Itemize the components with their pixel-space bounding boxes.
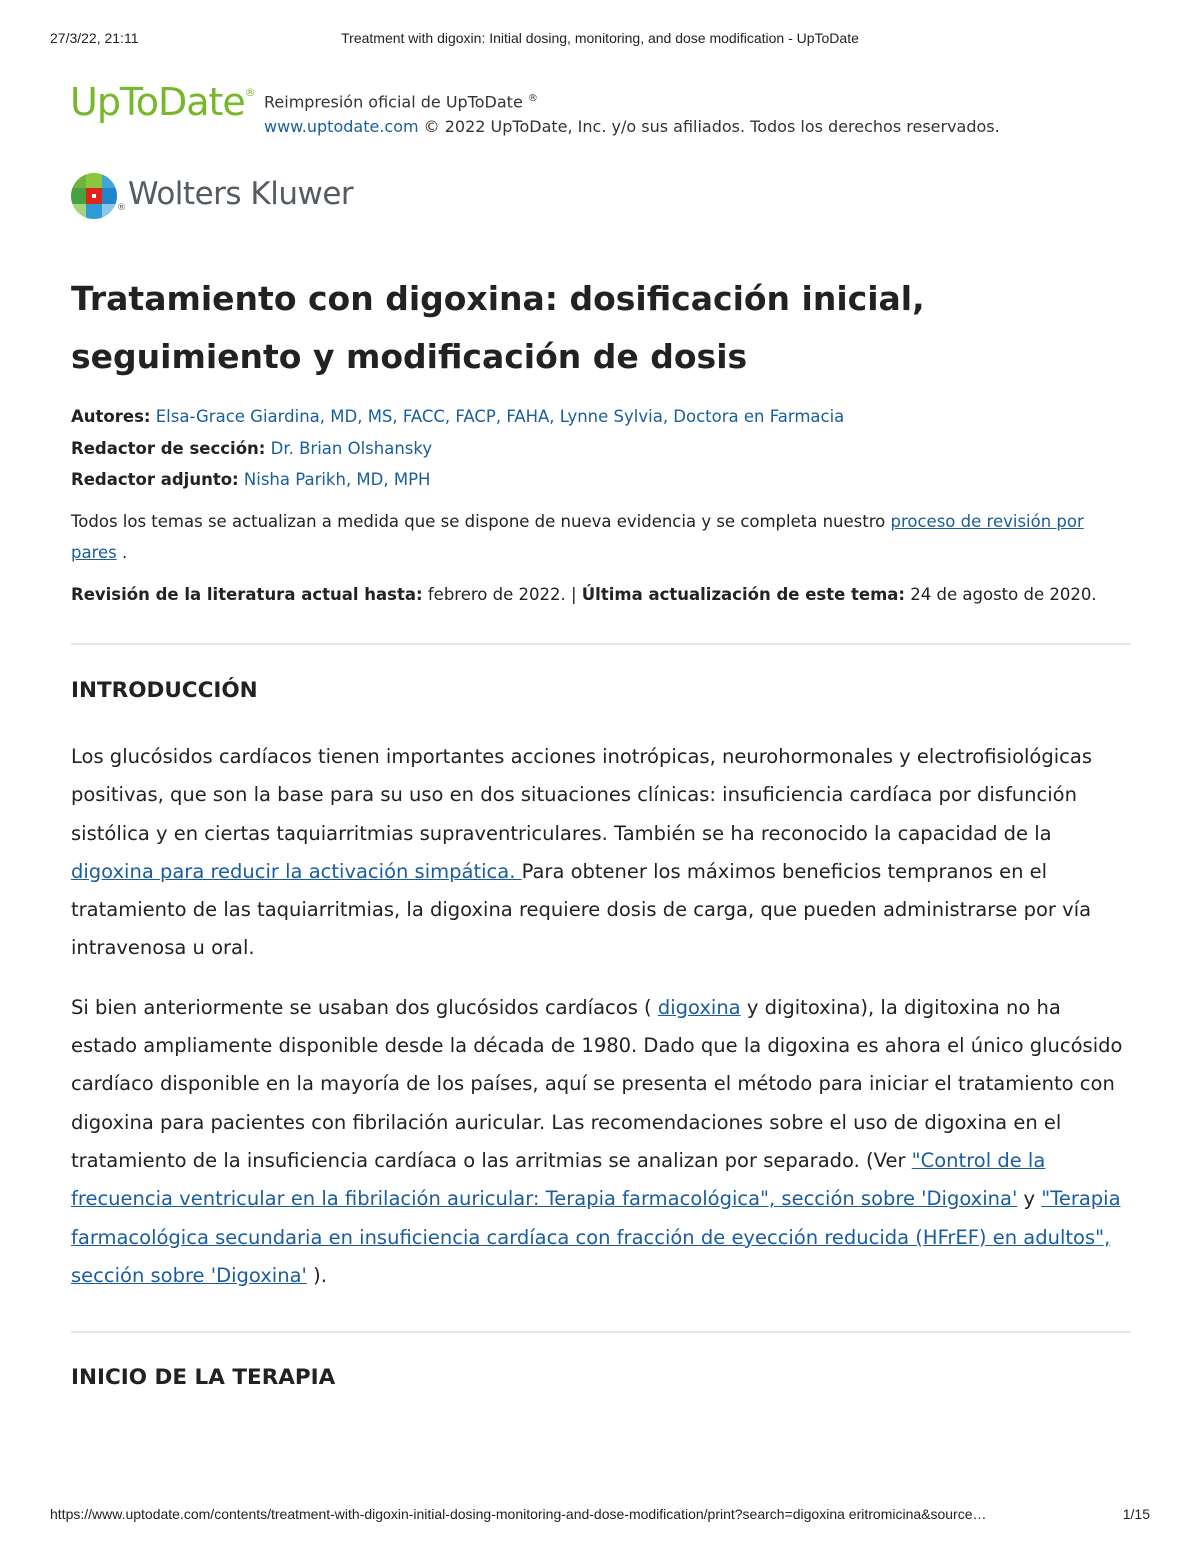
article-content bbox=[71, 270, 1131, 1393]
update-notice: Todos los temas se actualizan a medida que se dispone de nueva evidencia y se completa nuestro proceso de revisión por pares . bbox=[71, 511, 1084, 562]
print-url: https://www.uptodate.com/contents/treatment-with-digoxin-initial-dosing-monitoring-and-dose-modification/print?search=digoxina eritromicina&source… bbox=[50, 1506, 987, 1522]
print-date: 27/3/22, 21:11 bbox=[50, 30, 139, 46]
review-dates bbox=[71, 579, 1131, 611]
section-editor-row: Redactor de sección: Dr. Brian Olshansky bbox=[71, 438, 433, 458]
wolters-kluwer-wordmark: Wolters Kluwer bbox=[128, 176, 354, 212]
wolters-kluwer-logo: ® Wolters Kluwer bbox=[70, 170, 390, 222]
last-update-label: Última actualización de este tema: bbox=[581, 584, 906, 604]
deputy-editor-link[interactable]: Nisha Parikh, MD, MPH bbox=[243, 470, 431, 489]
intro-paragraph-2: Si bien anteriormente se usaban dos glucósidos cardíacos ( digoxina y digitoxina), la digitoxina no ha estado ampliamente disponible desde la década de 1980. Dado que la digoxina es ahora el único glucósido cardíaco disponible en la mayoría de los países, aquí se presenta el método para iniciar el tratamiento con digoxina para pacientes con fibrilación auricular. Las recomendaciones sobre el uso de digoxina en el tratamiento de la insuficiencia cardíaca o las arritmias se analizan por separado. (Ver "Control de la frecuencia ventricular en la fibrilación auricular: Terapia farmacológica", sección sobre 'Digoxina' y "Terapia farmacológica secundaria en insuficiencia cardíaca con fracción de eyección reducida (HFrEF) en adultos", sección sobre 'Digoxina' ). bbox=[71, 995, 1123, 1287]
article-byline bbox=[71, 401, 1131, 496]
page-number: 1/15 bbox=[1122, 1506, 1150, 1522]
lit-review-label: Revisión de la literatura actual hasta: bbox=[71, 584, 423, 604]
intro-heading: INTRODUCCIÓN bbox=[71, 678, 258, 703]
authors-row: Autores: Elsa-Grace Giardina, MD, MS, FACC, FACP, FAHA, Lynne Sylvia, Doctora en Farmacia bbox=[71, 407, 845, 426]
uptodate-site-link[interactable]: www.uptodate.com bbox=[264, 117, 419, 137]
last-update-value: 24 de agosto de 2020. bbox=[905, 584, 1097, 604]
uptodate-logo[interactable]: UpToDate® bbox=[70, 80, 255, 124]
lit-review-value: febrero de 2022. | bbox=[422, 584, 582, 604]
hfref-topic-link[interactable]: "Terapia farmacológica secundaria en insuficiencia cardíaca con fracción de eyección reducida (HFrEF) en adultos", sección sobre 'Digoxina' bbox=[71, 1187, 1121, 1287]
peer-review-link[interactable]: proceso de revisión por pares bbox=[71, 511, 1084, 562]
reprint-label: Reimpresión oficial de UpToDate bbox=[264, 92, 523, 112]
authors-link[interactable]: Elsa-Grace Giardina, MD, MS, FACC, FACP, FAHA, Lynne Sylvia, Doctora en Farmacia bbox=[155, 407, 845, 426]
wolters-kluwer-mark-icon bbox=[70, 172, 118, 220]
intro-paragraph-1: Los glucósidos cardíacos tienen importantes acciones inotrópicas, neurohormonales y electrofisiológicas positivas, que son la base para su uso en dos situaciones clínicas: insuficiencia cardíaca por disfunción sistólica y en ciertas taquiarritmias supraventriculares. También se ha reconocido la capacidad de la digoxina para reducir la activación simpática. Para obtener los máximos beneficios tempranos en el tratamiento de las taquiarritmias, la digoxina requiere dosis de carga, que pueden administrarse por vía intravenosa u oral. bbox=[71, 745, 1092, 960]
print-page-title: Treatment with digoxin: Initial dosing, monitoring, and dose modification - UpToDate bbox=[341, 30, 859, 46]
digoxin-link[interactable]: digoxina bbox=[657, 995, 741, 1019]
deputy-editor-row: Redactor adjunto: Nisha Parikh, MD, MPH bbox=[71, 470, 431, 489]
article-title: Tratamiento con digoxina: dosificación inicial, seguimiento y modificación de dosis bbox=[71, 279, 925, 376]
reprint-notice: Reimpresión oficial de UpToDate ® www.uptodate.com © 2022 UpToDate, Inc. y/o sus afiliados. Todos los derechos reservados. bbox=[264, 92, 1000, 137]
therapy-heading: INICIO DE LA TERAPIA bbox=[71, 1365, 336, 1391]
sympathetic-activation-link[interactable]: digoxina para reducir la activación simpática. bbox=[71, 859, 522, 883]
divider bbox=[71, 1331, 1131, 1333]
rate-control-topic-link[interactable]: "Control de la frecuencia ventricular en la fibrilación auricular: Terapia farmacológica", sección sobre 'Digoxina' bbox=[71, 1148, 1046, 1211]
copyright-text: © 2022 UpToDate, Inc. y/o sus afiliados. Todos los derechos reservados. bbox=[418, 117, 1000, 137]
section-editor-link[interactable]: Dr. Brian Olshansky bbox=[270, 438, 433, 458]
divider bbox=[71, 643, 1131, 645]
